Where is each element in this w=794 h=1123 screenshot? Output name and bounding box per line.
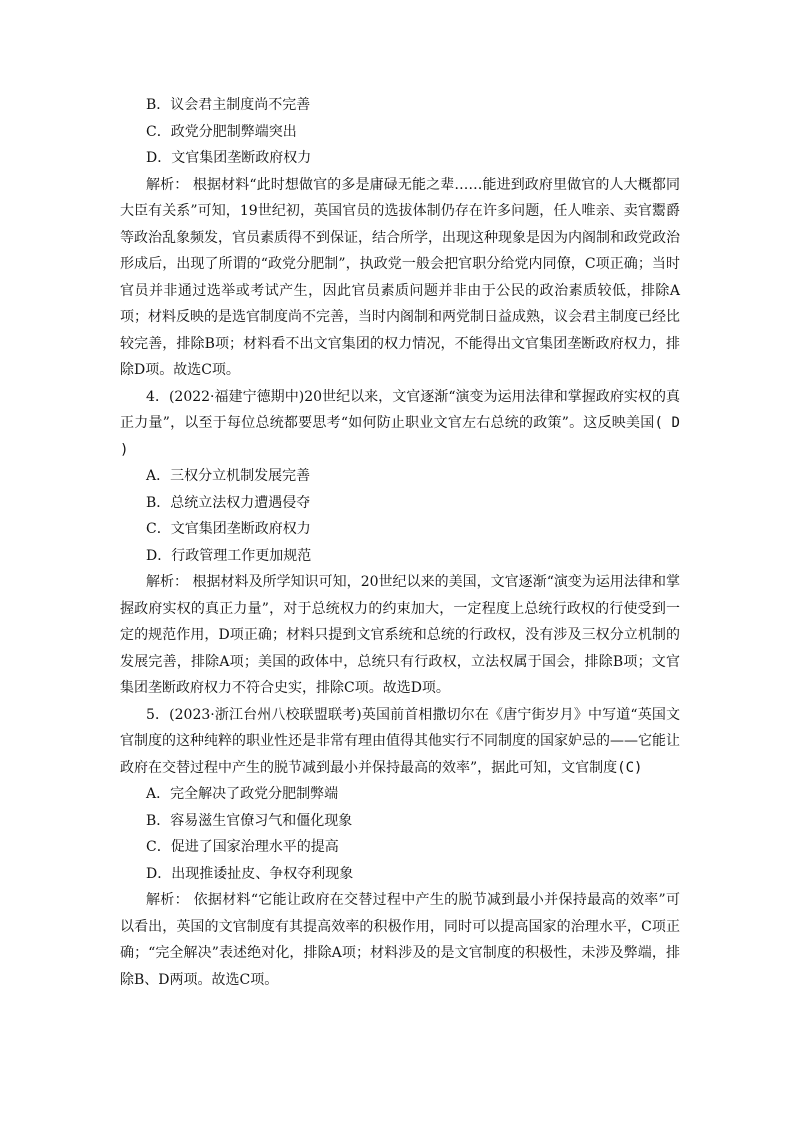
document-page [120, 92, 680, 993]
q5-option-b: B．容易滋生官僚习气和僵化现象 [146, 812, 353, 829]
q4-option-b: B．总统立法权力遭遇侵夺 [146, 494, 311, 511]
q4-option-d: D．行政管理工作更加规范 [146, 547, 312, 564]
q5-analysis: 解析： 依据材料“它能让政府在交替过程中产生的脱节减到最小并保持最高的效率”可以看出，英国的文官制度有其提高效率的积极作用，同时可以提高国家的治理水平，C项正确；“完全解决”表述绝对化，排除A项；材料涉及的是文官制度的积极性，未涉及弊端，排除B、D两项。故选C项。 [120, 892, 680, 988]
q5-stem-block [120, 702, 680, 782]
q4-option-c: C．文官集团垄断政府权力 [146, 521, 311, 537]
q3-option-c: C．政党分肥制弊端突出 [146, 123, 297, 140]
q5-option-a: A．完全解决了政党分肥制弊端 [146, 786, 339, 802]
q3-option-d: D．文官集团垄断政府权力 [146, 150, 312, 166]
q4-option-a: A．三权分立机制发展完善 [146, 468, 311, 484]
q4-stem: 4．(2022·福建宁德期中)20世纪以来，文官逐渐“演变为运用法律和掌握政府实权的真正力量”，以至于每位总统都要思考“如何防止职业文官左右总统的政策”。这反映美国 [120, 388, 680, 431]
q3-analysis: 解析： 根据材料“此时想做官的多是庸碌无能之辈……能进到政府里做官的人大概都同大臣有关系”可知，19世纪初，英国官员的选拔体制仍存在许多问题，任人唯亲、卖官鬻爵等政治乱象频发，官员素质得不到保证，结合所学，出现这种现象是因为内阁制和政党政治形成后，出现了所谓的“政党分肥制”，执政党一般会把官职分给党内同僚，C项正确；当时官员并非通过选举或考试产生，因此官员素质问题并非由于公民的政治素质较低，排除A项；材料反映的是选官制度尚不完善，当时内阁制和两党制日益成熟，议会君主制度已经比较完善，排除B项；材料看不出文官集团的权力情况，不能得出文官集团垄断政府权力，排除D项。故选C项。 [120, 176, 680, 378]
q5-option-d: D．出现推诿扯皮、争权夺利现象 [146, 865, 354, 882]
q5-answer: (C) [617, 759, 643, 776]
q5-option-c: C．促进了国家治理水平的提高 [146, 839, 339, 855]
q5-stem: 5．(2023·浙江台州八校联盟联考)英国前首相撒切尔在《唐宁街岁月》中写道“英国文官制度的这种纯粹的职业性还是非常有理由值得其他实行不同制度的国家妒忌的——它能让政府在交替过程中产生的脱节减到最小并保持最高的效率”，据此可知，文官制度 [120, 706, 680, 776]
q4-answer: ( D ) [120, 415, 680, 458]
q4-stem-block [120, 384, 680, 464]
q4-analysis: 解析： 根据材料及所学知识可知，20世纪以来的美国，文官逐渐“演变为运用法律和掌握政府实权的真正力量”，对于总统权力的约束加大，一定程度上总统行政权的行使受到一定的规范作用，D项正确；材料只提到文官系统和总统的行政权，没有涉及三权分立机制的发展完善，排除A项；美国的政体中，总统只有行政权，立法权属于国会，排除B项；文官集团垄断政府权力不符合史实，排除C项。故选D项。 [120, 574, 680, 696]
q3-option-b: B．议会君主制度尚不完善 [146, 97, 311, 113]
